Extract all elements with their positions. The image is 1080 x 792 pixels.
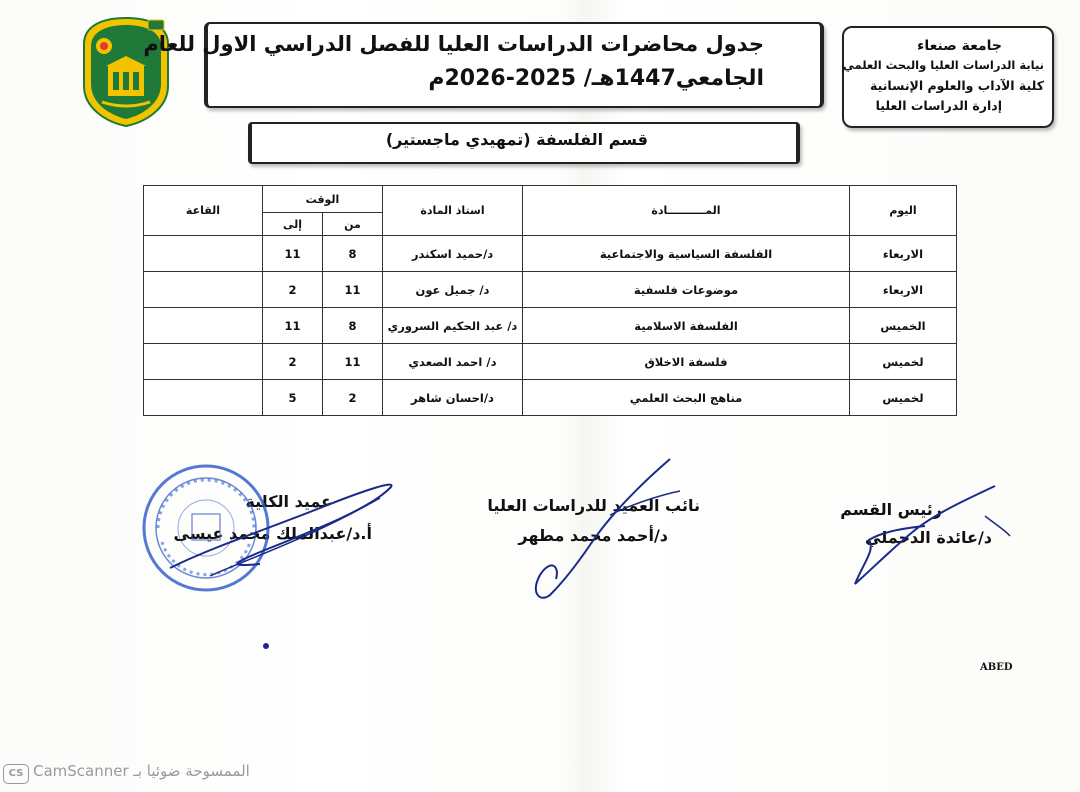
cell-day: الاربعاء (850, 236, 957, 272)
cell-hall (144, 308, 263, 344)
header-to: إلى (263, 213, 323, 236)
vice-dean-title: نائب العميد للدراسات العليا (487, 496, 700, 515)
cell-to: 11 (263, 308, 323, 344)
cell-hall (144, 272, 263, 308)
vice-dean-signature (520, 455, 700, 605)
header-hall: القاعة (144, 186, 263, 236)
cell-subject: موضوعات فلسفية (523, 272, 850, 308)
cell-day: لخميس (850, 380, 957, 416)
table-row (144, 308, 957, 344)
academic-year: الجامعي1447هـ/ 2025-2026م (428, 66, 764, 91)
schedule-table (143, 185, 957, 416)
cell-professor: د/احسان شاهر (383, 380, 523, 416)
head-of-department-name: د/عائدة الدحملي (865, 528, 992, 547)
cell-subject: فلسفة الاخلاق (523, 344, 850, 380)
table-row (144, 380, 957, 416)
cell-professor: د/ احمد الصعدي (383, 344, 523, 380)
cell-day: الاربعاء (850, 272, 957, 308)
cell-to: 2 (263, 344, 323, 380)
table-row (144, 236, 957, 272)
header-day: اليوم (850, 186, 957, 236)
faculty-name: كلية الآداب والعلوم الإنسانية (870, 78, 1044, 93)
cell-from: 8 (323, 236, 383, 272)
header-from: من (323, 213, 383, 236)
cell-from: 2 (323, 380, 383, 416)
cell-day: الخميس (850, 308, 957, 344)
camscanner-watermark: CamScanner الممسوحة ضوئيا بـ (33, 762, 250, 780)
ink-dot (263, 643, 269, 649)
abed-initials: ABED (980, 662, 1013, 673)
header-subject: المــــــــــادة (523, 186, 850, 236)
header-professor: استاذ المادة (383, 186, 523, 236)
page-title: جدول محاضرات الدراسات العليا للفصل الدراسي الاول للعام (143, 32, 764, 56)
administration-name: إدارة الدراسات العليا (875, 98, 1002, 113)
university-info-box (842, 26, 1054, 128)
dean-title: عميد الكلية (245, 492, 332, 511)
cell-subject: مناهج البحث العلمي (523, 380, 850, 416)
cell-subject: الفلسفة الاسلامية (523, 308, 850, 344)
table-row (144, 344, 957, 380)
university-name: جامعة صنعاء (917, 38, 1002, 54)
dean-name: أ.د/عبدالملك محمد عيسى (173, 524, 372, 543)
cell-subject: الفلسفة السياسية والاجتماعية (523, 236, 850, 272)
department-title: قسم الفلسفة (تمهيدي ماجستير) (385, 130, 648, 149)
cell-from: 8 (323, 308, 383, 344)
header-time: الوقت (263, 186, 383, 213)
cell-to: 5 (263, 380, 323, 416)
vice-dean-name: د/أحمد محمد مطهر (518, 526, 668, 545)
dean-signature (150, 468, 410, 588)
cell-to: 2 (263, 272, 323, 308)
cell-from: 11 (323, 344, 383, 380)
table-row (144, 272, 957, 308)
cell-to: 11 (263, 236, 323, 272)
cell-day: لخميس (850, 344, 957, 380)
department-box (248, 122, 800, 164)
cell-professor: د/ عبد الحكيم السروري (383, 308, 523, 344)
head-of-department-signature (845, 480, 1025, 590)
cell-professor: د/ جميل عون (383, 272, 523, 308)
title-box (143, 22, 824, 108)
vice-presidency: نيابة الدراسات العليا والبحث العلمي (842, 58, 1044, 72)
cell-hall (144, 344, 263, 380)
camscanner-logo-icon: CS (3, 764, 29, 784)
cell-hall (144, 236, 263, 272)
cell-hall (144, 380, 263, 416)
head-of-department-title: رئيس القسم (840, 500, 942, 519)
cell-from: 11 (323, 272, 383, 308)
cell-professor: د/حميد اسكندر (383, 236, 523, 272)
table-header-row (144, 186, 957, 213)
